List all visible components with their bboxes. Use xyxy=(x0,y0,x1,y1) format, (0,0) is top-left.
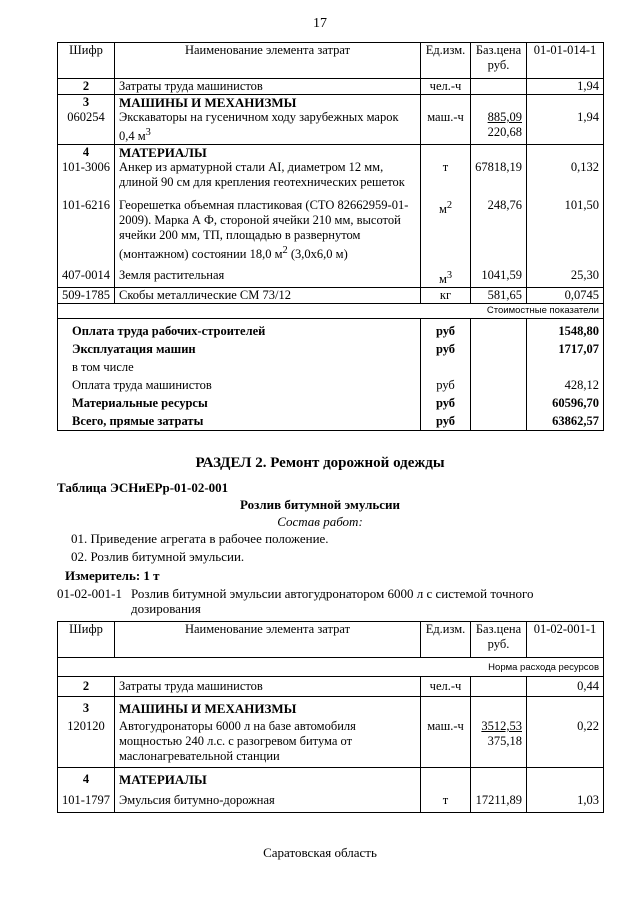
summary-value: 63862,57 xyxy=(527,412,604,431)
work-step: 01. Приведение агрегата в рабочее положение. xyxy=(71,531,329,546)
summary-unit: руб xyxy=(421,376,471,394)
row-group-title: МАТЕРИАЛЫ xyxy=(115,145,421,161)
summary-unit: руб xyxy=(421,340,471,358)
summary-value: 428,12 xyxy=(527,376,604,394)
row-group-title: МАШИНЫ И МЕХАНИЗМЫ xyxy=(115,697,421,717)
row-value: 101,50 xyxy=(527,190,604,262)
summary-row xyxy=(58,412,604,431)
row-code: 101-1797 xyxy=(58,787,115,813)
item-description: Розлив битумной эмульсии автогудронатором 6000 л с системой точного xyxy=(131,586,534,601)
table-reference: Таблица ЭСНиЕРр-01-02-001 xyxy=(57,480,229,495)
row-code: 2 xyxy=(58,79,115,95)
table-row xyxy=(58,787,604,813)
row-value: 1,94 xyxy=(527,79,604,95)
cost-indicators-header: Стоимостные показатели xyxy=(58,304,604,319)
summary-label: Эксплуатация машин xyxy=(58,340,421,358)
summary-row xyxy=(58,376,604,394)
row-value: 1,03 xyxy=(527,787,604,813)
summary-unit: руб xyxy=(421,412,471,431)
header-name: Наименование элемента затрат xyxy=(115,622,421,658)
row-name: Экскаваторы на гусеничном ходу зарубежных марок 0,4 $м^3$ xyxy=(115,110,421,145)
row-unit: $м^3$ xyxy=(421,262,471,288)
row-code: 120120 xyxy=(58,716,115,768)
summary-row xyxy=(58,394,604,412)
section-title: РАЗДЕЛ 2. Ремонт дорожной одежды xyxy=(195,455,445,471)
row-value: 0,44 xyxy=(527,677,604,697)
row-value: 0,0745 xyxy=(527,288,604,304)
row-value: 1,94 xyxy=(527,110,604,145)
page-number: 17 xyxy=(313,16,327,31)
row-unit: маш.-ч xyxy=(421,716,471,768)
table-row xyxy=(58,190,604,262)
table-row xyxy=(58,110,604,145)
row-value: 0,22 xyxy=(527,716,604,768)
resource-table-2 xyxy=(57,621,604,813)
table-row xyxy=(58,79,604,95)
summary-label: Всего, прямые затраты xyxy=(58,412,421,431)
row-group-title: МАТЕРИАЛЫ xyxy=(115,768,421,788)
row-unit: чел.-ч xyxy=(421,79,471,95)
work-title: Розлив битумной эмульсии xyxy=(240,497,400,512)
row-name: Анкер из арматурной стали AI, диаметром 12 мм, длиной 90 см для крепления геотехнических решеток xyxy=(115,160,421,190)
row-name: Земля растительная xyxy=(115,262,421,288)
table-row xyxy=(58,145,604,161)
table-row xyxy=(58,95,604,111)
row-price: 248,76 xyxy=(471,190,527,262)
row-value: 0,132 xyxy=(527,160,604,190)
table-row xyxy=(58,768,604,788)
header-norm: 01-02-001-1 xyxy=(527,622,604,658)
row-code: 407-0014 xyxy=(58,262,115,288)
footer-region: Саратовская область xyxy=(263,845,377,860)
header-unit: Ед.изм. xyxy=(421,622,471,658)
row-price xyxy=(471,79,527,95)
table-row xyxy=(58,288,604,304)
item-code: 01-02-001-1 xyxy=(57,586,122,601)
row-code: 060254 xyxy=(58,110,115,145)
table-row xyxy=(58,160,604,190)
summary-row xyxy=(58,340,604,358)
summary-unit: руб xyxy=(421,319,471,341)
row-name: Затраты труда машинистов xyxy=(115,79,421,95)
row-name: Затраты труда машинистов xyxy=(115,677,421,697)
row-code: 3 xyxy=(58,95,115,111)
summary-value: 60596,70 xyxy=(527,394,604,412)
summary-label: Материальные ресурсы xyxy=(58,394,421,412)
row-unit: маш.-ч xyxy=(421,110,471,145)
summary-value xyxy=(527,358,604,376)
summary-row xyxy=(58,319,604,341)
header-norm: 01-01-014-1 xyxy=(527,43,604,79)
summary-value: 1548,80 xyxy=(527,319,604,341)
row-code: 2 xyxy=(58,677,115,697)
table-row xyxy=(58,716,604,768)
row-code: 509-1785 xyxy=(58,288,115,304)
resource-table-1 xyxy=(57,42,604,431)
summary-unit: руб xyxy=(421,394,471,412)
summary-unit xyxy=(421,358,471,376)
row-price xyxy=(471,677,527,697)
work-step: 02. Розлив битумной эмульсии. xyxy=(71,549,245,564)
row-unit: т xyxy=(421,787,471,813)
row-name: Георешетка объемная пластиковая (СТО 82662959-01-2009). Марка А Ф, стороной ячейки 210 мм, высотой ячейки 200 мм, ТП, площадью в развернутом (монтажном) состоянии 18,0 $м^2$ (3,0х6,0 м) xyxy=(115,190,421,262)
row-code: 3 xyxy=(58,697,115,717)
norm-header: Норма расхода ресурсов xyxy=(58,658,604,677)
summary-label: Оплата труда машинистов xyxy=(58,376,421,394)
row-price: 885,09 220,68 xyxy=(471,110,527,145)
row-value: 25,30 xyxy=(527,262,604,288)
summary-label: в том числе xyxy=(58,358,421,376)
row-code: 101-3006 xyxy=(58,160,115,190)
row-unit: кг xyxy=(421,288,471,304)
header-code: Шифр xyxy=(58,622,115,658)
row-price: 1041,59 xyxy=(471,262,527,288)
header-name: Наименование элемента затрат xyxy=(115,43,421,79)
row-code: 4 xyxy=(58,145,115,161)
row-price: 581,65 xyxy=(471,288,527,304)
header-price: Баз.цена руб. xyxy=(471,622,527,658)
header-price: Баз.цена руб. xyxy=(471,43,527,79)
row-price: 17211,89 xyxy=(471,787,527,813)
row-code: 101-6216 xyxy=(58,190,115,262)
summary-label: Оплата труда рабочих-строителей xyxy=(58,319,421,341)
table-row xyxy=(58,697,604,717)
row-unit: чел.-ч xyxy=(421,677,471,697)
works-heading: Состав работ: xyxy=(277,514,363,529)
row-name: Эмульсия битумно-дорожная xyxy=(115,787,421,813)
row-group-title: МАШИНЫ И МЕХАНИЗМЫ xyxy=(115,95,421,111)
measure-unit: Измеритель: 1 т xyxy=(65,568,160,583)
table-row xyxy=(58,262,604,288)
summary-value: 1717,07 xyxy=(527,340,604,358)
table-row xyxy=(58,677,604,697)
row-code: 4 xyxy=(58,768,115,788)
row-price: 67818,19 xyxy=(471,160,527,190)
row-name: Скобы металлические СМ 73/12 xyxy=(115,288,421,304)
row-name: Автогудронаторы 6000 л на базе автомобиля мощностью 240 л.с. с разогревом битума от маслонагревательной станции xyxy=(115,716,421,768)
header-code: Шифр xyxy=(58,43,115,79)
row-unit: т xyxy=(421,160,471,190)
item-description-cont: дозирования xyxy=(131,601,201,616)
summary-row xyxy=(58,358,604,376)
row-unit: $м^2$ xyxy=(421,190,471,262)
header-unit: Ед.изм. xyxy=(421,43,471,79)
row-price: 3512,53 375,18 xyxy=(471,716,527,768)
